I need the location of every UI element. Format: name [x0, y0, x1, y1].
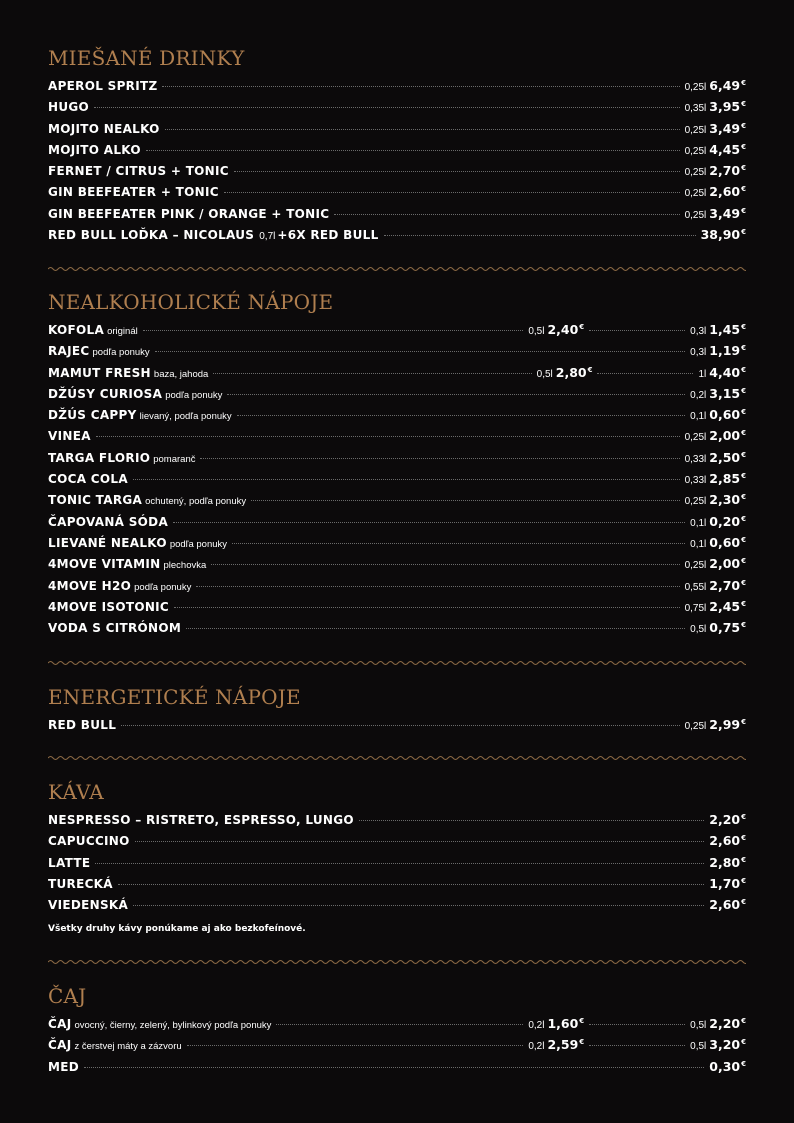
menu-item-row: [48, 163, 746, 184]
menu-item-row: [48, 142, 746, 163]
item-name: RED BULL: [48, 718, 117, 732]
currency-symbol: €: [741, 621, 746, 630]
dot-leader: [187, 1045, 524, 1046]
item-price-value: 2,00: [709, 556, 741, 572]
item-price: [709, 343, 746, 358]
item-price-small: [547, 322, 584, 337]
item-name: MOJITO NEALKO: [48, 121, 160, 136]
menu-item-row: [48, 227, 746, 248]
item-price-small: [547, 1016, 584, 1031]
item-price: [709, 386, 746, 401]
item-volume: 0,7l: [259, 231, 276, 243]
menu-item-row: [48, 556, 746, 577]
dot-leader: [96, 436, 680, 437]
item-price: [709, 365, 746, 380]
menu-item-row: [48, 1059, 746, 1080]
currency-symbol: €: [579, 323, 585, 331]
item-name: HUGO: [48, 100, 90, 115]
section-title: ENERGETICKÉ NÁPOJE: [48, 685, 301, 709]
dot-leader: [589, 1024, 685, 1025]
item-volume: 0,25l: [684, 124, 707, 136]
item-price: [709, 407, 746, 422]
item-price: [709, 78, 746, 93]
item-volume: 0,25l: [684, 721, 707, 732]
section-nealkoholicke-napoje: [48, 290, 746, 641]
item-name: COCA COLA: [48, 472, 128, 487]
currency-symbol: €: [741, 121, 746, 130]
item-price-value: 2,60: [709, 833, 741, 849]
dot-leader: [200, 458, 679, 459]
item-volume: 0,25l: [684, 145, 707, 157]
item-price-value: 3,95: [709, 99, 741, 115]
section-title: ČAJ: [48, 984, 87, 1008]
item-name: DŽÚSY CURIOSA: [48, 386, 163, 401]
menu-item-row: [48, 599, 746, 620]
currency-symbol: €: [579, 1017, 585, 1025]
item-price: [709, 514, 746, 529]
item-name: 4MOVE VITAMIN: [48, 557, 161, 572]
item-volume: 1l: [698, 368, 707, 380]
item-name: FERNET / CITRUS + TONIC: [48, 164, 229, 179]
item-description: podľa ponuky: [165, 389, 223, 401]
item-volume-small: 0,2l: [528, 1020, 545, 1031]
item-price-value: 4,40: [709, 364, 741, 380]
item-price: [709, 428, 746, 443]
item-price-value: 2,00: [709, 428, 741, 444]
item-volume: 0,25l: [684, 188, 707, 200]
dot-leader: [213, 373, 531, 374]
currency-symbol: €: [741, 557, 746, 566]
dot-leader: [232, 543, 685, 544]
menu-item-row: [48, 184, 746, 205]
section-energeticke-napoje: [48, 685, 746, 738]
item-volume: 0,5l: [690, 624, 707, 636]
item-price: [709, 620, 746, 635]
section-caj: [48, 984, 746, 1080]
menu-item-row: [48, 407, 746, 428]
wave-line: [48, 662, 746, 665]
menu-item-row: [48, 578, 746, 599]
item-volume: 0,3l: [690, 347, 707, 359]
item-volume: 0,35l: [684, 103, 707, 115]
item-price-value: 1,19: [709, 343, 741, 359]
dot-leader: [162, 86, 679, 87]
item-name: VINEA: [48, 429, 91, 444]
item-price: [709, 599, 746, 614]
item-description: z čerstvej máty a zázvoru: [74, 1041, 182, 1053]
dot-leader: [133, 905, 704, 906]
item-list: [48, 78, 746, 248]
currency-symbol: €: [741, 876, 746, 885]
item-price: [709, 142, 746, 157]
menu-item-row: [48, 99, 746, 120]
menu-item-row: [48, 717, 746, 738]
item-volume: 0,1l: [690, 538, 707, 550]
item-price: [709, 322, 746, 337]
menu-item-row: [48, 833, 746, 854]
item-price: [709, 450, 746, 465]
item-name: LIEVANÉ NEALKO: [48, 535, 167, 550]
menu-item-row: [48, 535, 746, 556]
item-price-value: 0,60: [709, 534, 741, 550]
item-description: plechovka: [163, 560, 207, 572]
dot-leader: [174, 607, 680, 608]
dot-leader: [135, 841, 705, 842]
dot-leader: [384, 235, 696, 236]
menu-item-row: [48, 365, 746, 386]
item-price-value: 2,85: [709, 471, 741, 487]
item-name: RAJEC: [48, 344, 90, 359]
item-name: VIEDENSKÁ: [48, 898, 129, 913]
item-list: [48, 322, 746, 641]
decaf-note: Všetky druhy kávy ponúkame aj ako bezkofeínové.: [48, 924, 306, 935]
item-price: [709, 897, 746, 912]
currency-symbol: €: [741, 79, 746, 87]
currency-symbol: €: [741, 344, 746, 353]
item-price-value: 1,45: [709, 322, 741, 337]
currency-symbol: €: [741, 1059, 746, 1068]
item-description: podľa ponuky: [169, 538, 228, 550]
item-description: ovocný, čierny, zelený, bylinkový podľa ponuky: [74, 1020, 272, 1031]
item-price-small-value: 1,60: [547, 1016, 579, 1031]
item-price-value: 2,45: [709, 598, 741, 614]
item-price-value: 2,70: [709, 577, 741, 593]
section-title: KÁVA: [48, 780, 104, 804]
item-price-value: 2,30: [709, 492, 741, 508]
item-price: [709, 121, 746, 136]
item-price-value: 3,49: [709, 120, 741, 136]
item-price-value: 4,45: [709, 141, 741, 157]
item-price-value: 2,80: [709, 854, 741, 870]
wave-line: [48, 757, 746, 760]
menu-item-row: [48, 121, 746, 142]
dot-leader: [94, 107, 680, 108]
item-name: ČAJ: [48, 1038, 72, 1053]
item-volume: 0,25l: [684, 560, 707, 572]
item-price: [709, 556, 746, 571]
menu-item-row: [48, 876, 746, 897]
menu-item-row: [48, 855, 746, 876]
item-price: [709, 876, 746, 891]
section-kava: [48, 780, 746, 938]
item-name: 4MOVE ISOTONIC: [48, 599, 170, 614]
item-volume: 0,25l: [684, 432, 707, 444]
menu-item-row: [48, 206, 746, 227]
item-list: [48, 717, 746, 738]
item-volume: 0,5l: [690, 1041, 707, 1053]
section-miesane-drinky: [48, 46, 746, 248]
item-volume: 0,5l: [690, 1020, 707, 1031]
dot-leader: [133, 479, 680, 480]
currency-symbol: €: [741, 365, 746, 374]
currency-symbol: €: [741, 386, 746, 395]
dot-leader: [118, 884, 704, 885]
wavy-divider: [48, 265, 746, 273]
item-volume: 0,33l: [684, 453, 707, 465]
item-price-small-value: 2,59: [547, 1037, 579, 1053]
item-price: [709, 471, 746, 486]
item-price-value: 3,15: [709, 385, 741, 401]
menu-item-row: [48, 897, 746, 918]
menu-item-row: [48, 428, 746, 449]
currency-symbol: €: [741, 408, 746, 417]
item-price-value: 2,20: [709, 812, 741, 827]
item-price: [709, 855, 746, 870]
item-list: [48, 1016, 746, 1080]
item-price-small-value: 2,40: [547, 322, 579, 337]
currency-symbol: €: [741, 898, 746, 907]
item-volume: 0,1l: [690, 517, 707, 529]
dot-leader: [121, 725, 679, 726]
item-description: podľa ponuky: [134, 581, 192, 593]
currency-symbol: €: [741, 100, 746, 109]
menu-item-row: [48, 322, 746, 343]
item-volume: 0,55l: [684, 581, 707, 593]
menu-item-row: [48, 450, 746, 471]
item-name: MAMUT FRESH: [48, 365, 151, 380]
dot-leader: [84, 1067, 704, 1068]
currency-symbol: €: [741, 1038, 746, 1047]
dot-leader: [143, 330, 524, 331]
item-price: [709, 833, 746, 848]
currency-symbol: €: [741, 514, 746, 523]
dot-leader: [224, 192, 680, 193]
item-volume: 0,25l: [684, 209, 707, 221]
item-price-value: 38,90: [700, 227, 741, 243]
item-price-value: 2,60: [709, 897, 741, 913]
item-name: TARGA FLORIO: [48, 450, 151, 465]
item-name-extra: +6X RED BULL: [277, 228, 379, 243]
item-price-value: 2,20: [709, 1016, 741, 1031]
item-volume: 0,75l: [684, 602, 707, 614]
dot-leader: [146, 150, 680, 151]
item-price: [709, 492, 746, 507]
wave-line: [48, 961, 746, 964]
dot-leader: [597, 373, 693, 374]
item-price: [709, 206, 746, 221]
item-description: lievaný, podľa ponuky: [139, 411, 232, 423]
item-description: podľa ponuky: [92, 347, 150, 359]
item-name: RED BULL LOĎKA – NICOLAUS: [48, 228, 255, 243]
dot-leader: [155, 351, 685, 352]
currency-symbol: €: [741, 855, 746, 864]
item-price: [709, 99, 746, 114]
currency-symbol: €: [741, 323, 746, 331]
item-price: [709, 717, 746, 732]
dot-leader: [95, 863, 704, 864]
currency-symbol: €: [741, 228, 746, 237]
item-name: MOJITO ALKO: [48, 142, 141, 157]
wavy-divider: [48, 754, 746, 762]
item-price-value: 1,70: [709, 875, 741, 891]
item-name: CAPUCCINO: [48, 834, 130, 849]
dot-leader: [589, 1045, 685, 1046]
dot-leader: [237, 415, 686, 416]
item-name: ČAPOVANÁ SÓDA: [48, 514, 169, 529]
dot-leader: [165, 129, 680, 130]
menu-item-row: [48, 343, 746, 364]
currency-symbol: €: [741, 493, 746, 502]
currency-symbol: €: [741, 813, 746, 821]
item-price-value: 2,50: [709, 449, 741, 465]
item-volume: 0,2l: [690, 389, 707, 401]
item-price-small-value: 2,80: [555, 364, 587, 380]
item-price-value: 2,60: [709, 184, 741, 200]
currency-symbol: €: [579, 1038, 585, 1047]
dot-leader: [276, 1024, 523, 1025]
item-price: [709, 578, 746, 593]
dot-leader: [251, 500, 679, 501]
item-price: [701, 227, 746, 242]
menu-item-row: [48, 386, 746, 407]
item-volume-small: 0,5l: [528, 326, 545, 337]
item-name: DŽÚS CAPPY: [48, 408, 137, 423]
item-price-value: 3,20: [709, 1037, 741, 1053]
section-title: MIEŠANÉ DRINKY: [48, 46, 245, 70]
dot-leader: [196, 586, 679, 587]
dot-leader: [359, 820, 704, 821]
dot-leader: [186, 628, 685, 629]
currency-symbol: €: [741, 599, 746, 608]
currency-symbol: €: [741, 185, 746, 194]
menu-item-row: [48, 812, 746, 833]
currency-symbol: €: [741, 578, 746, 587]
currency-symbol: €: [741, 535, 746, 544]
item-price-small: [556, 365, 593, 380]
menu-item-row: [48, 471, 746, 492]
item-price: [709, 1059, 746, 1074]
item-name: TONIC TARGA: [48, 493, 143, 508]
wavy-divider: [48, 958, 746, 966]
item-volume: 0,3l: [690, 326, 707, 337]
item-price-value: 2,99: [709, 717, 741, 732]
item-description: ochutený, podľa ponuky: [145, 496, 247, 508]
item-name: ČAJ: [48, 1017, 72, 1031]
item-name: APEROL SPRITZ: [48, 79, 158, 93]
currency-symbol: €: [741, 450, 746, 459]
item-name: NESPRESSO – RISTRETO, ESPRESSO, LUNGO: [48, 813, 354, 827]
item-name: GIN BEEFEATER + TONIC: [48, 185, 219, 200]
item-description: baza, jahoda: [153, 368, 209, 380]
wavy-divider: [48, 659, 746, 667]
menu-item-row: [48, 78, 746, 99]
currency-symbol: €: [741, 718, 746, 726]
item-volume: 0,25l: [684, 496, 707, 508]
menu-item-row: [48, 514, 746, 535]
item-price: [709, 184, 746, 199]
item-price: [709, 1037, 746, 1052]
item-price: [709, 812, 746, 827]
item-volume-small: 0,5l: [536, 368, 553, 380]
item-list: [48, 812, 746, 918]
item-name: GIN BEEFEATER PINK / ORANGE + TONIC: [48, 206, 330, 221]
item-description: pomaranč: [153, 453, 196, 465]
item-name: 4MOVE H2O: [48, 578, 132, 593]
currency-symbol: €: [741, 834, 746, 843]
item-price-value: 3,49: [709, 205, 741, 221]
currency-symbol: €: [741, 206, 746, 215]
section-title: NEALKOHOLICKÉ NÁPOJE: [48, 290, 334, 314]
currency-symbol: €: [587, 365, 593, 374]
menu-item-row: [48, 1016, 746, 1037]
currency-symbol: €: [741, 1017, 746, 1025]
item-price-value: 0,20: [709, 513, 741, 529]
currency-symbol: €: [741, 142, 746, 151]
currency-symbol: €: [741, 429, 746, 438]
item-volume: 0,25l: [684, 82, 707, 93]
item-price-value: 2,70: [709, 163, 741, 179]
dot-leader: [227, 394, 685, 395]
item-price-value: 6,49: [709, 78, 741, 93]
item-volume: 0,25l: [684, 167, 707, 179]
item-price: [709, 1016, 746, 1031]
item-volume: 0,33l: [684, 475, 707, 487]
dot-leader: [589, 330, 685, 331]
item-price-value: 0,60: [709, 407, 741, 423]
menu-item-row: [48, 620, 746, 641]
item-name: VODA S CITRÓNOM: [48, 621, 182, 636]
wave-line: [48, 268, 746, 271]
menu-item-row: [48, 492, 746, 513]
item-price-value: 0,30: [709, 1058, 741, 1074]
menu-item-row: [48, 1037, 746, 1058]
item-name: LATTE: [48, 855, 91, 870]
item-price-small: [547, 1037, 584, 1052]
item-price-value: 0,75: [709, 620, 741, 636]
item-name: TURECKÁ: [48, 876, 113, 891]
dot-leader: [211, 564, 679, 565]
item-volume-small: 0,2l: [528, 1041, 545, 1053]
item-price: [709, 163, 746, 178]
item-volume: 0,1l: [690, 411, 707, 423]
dot-leader: [234, 171, 680, 172]
dot-leader: [173, 522, 685, 523]
currency-symbol: €: [741, 472, 746, 481]
item-price: [709, 535, 746, 550]
item-description: originál: [107, 326, 138, 337]
dot-leader: [334, 214, 679, 215]
item-name: KOFOLA: [48, 323, 105, 337]
item-name: MED: [48, 1059, 79, 1074]
currency-symbol: €: [741, 164, 746, 173]
